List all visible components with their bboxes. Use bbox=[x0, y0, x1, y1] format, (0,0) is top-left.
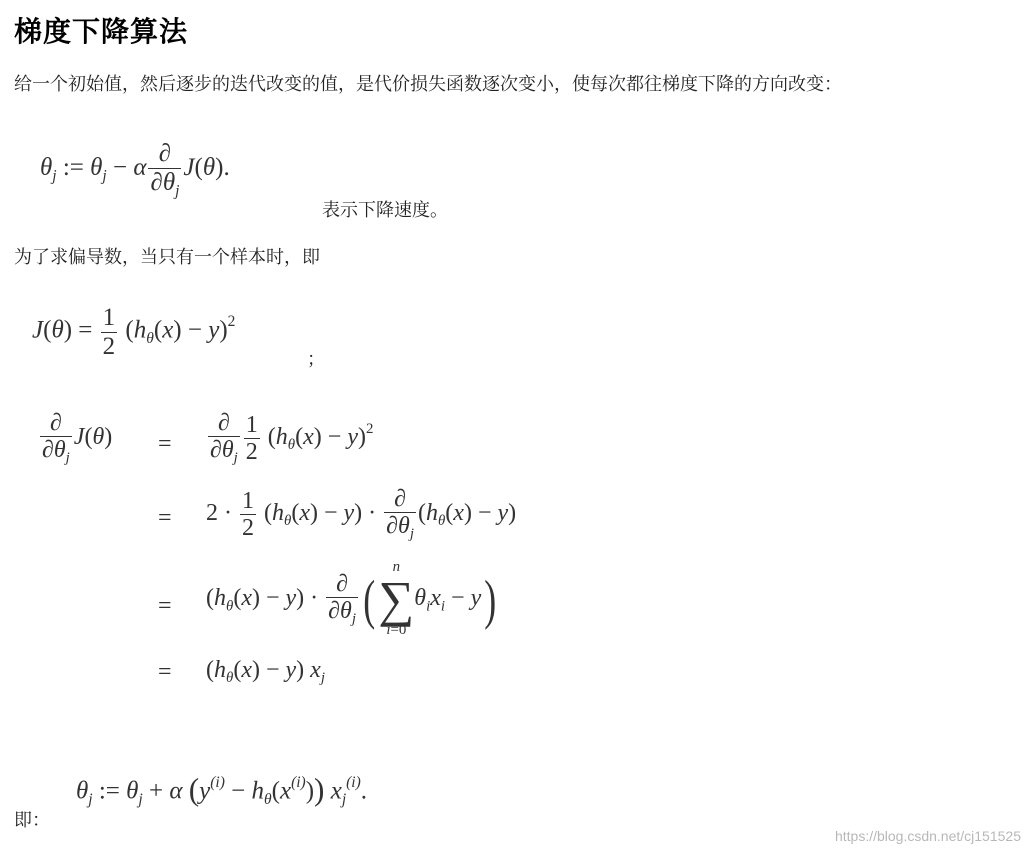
semicolon: ； bbox=[307, 349, 325, 370]
cost-function-formula: J(θ) = $\frac{1}{2}$ $(h_\theta(x) - y)^2$ bbox=[32, 304, 236, 360]
final-update-formula: $\theta_j$ := $\theta_j + \alpha$ $(y^{(i)} - h_\theta(x^{(i)}))$ $x_j^{(i)}$. bbox=[76, 772, 368, 808]
watermark: https://blog.csdn.net/cj151525 bbox=[834, 828, 1021, 844]
alpha-note: 表示下降速度。 bbox=[322, 200, 448, 221]
intro-paragraph: 给一个初始值，然后逐步的迭代改变的值，是代价损失函数逐次变小，使每次都往梯度下降的方向改变： bbox=[14, 74, 842, 95]
page-title: 梯度下降算法 bbox=[14, 15, 189, 48]
result-label: 即： bbox=[14, 810, 50, 831]
partial-derivative-paragraph: 为了求偏导数，当只有一个样本时，即 bbox=[14, 247, 320, 268]
update-rule-formula: $\theta_j$ := $\theta_j - \alpha$ $\frac{\partial}{\partial\theta_j}$ J(θ). bbox=[40, 140, 230, 199]
